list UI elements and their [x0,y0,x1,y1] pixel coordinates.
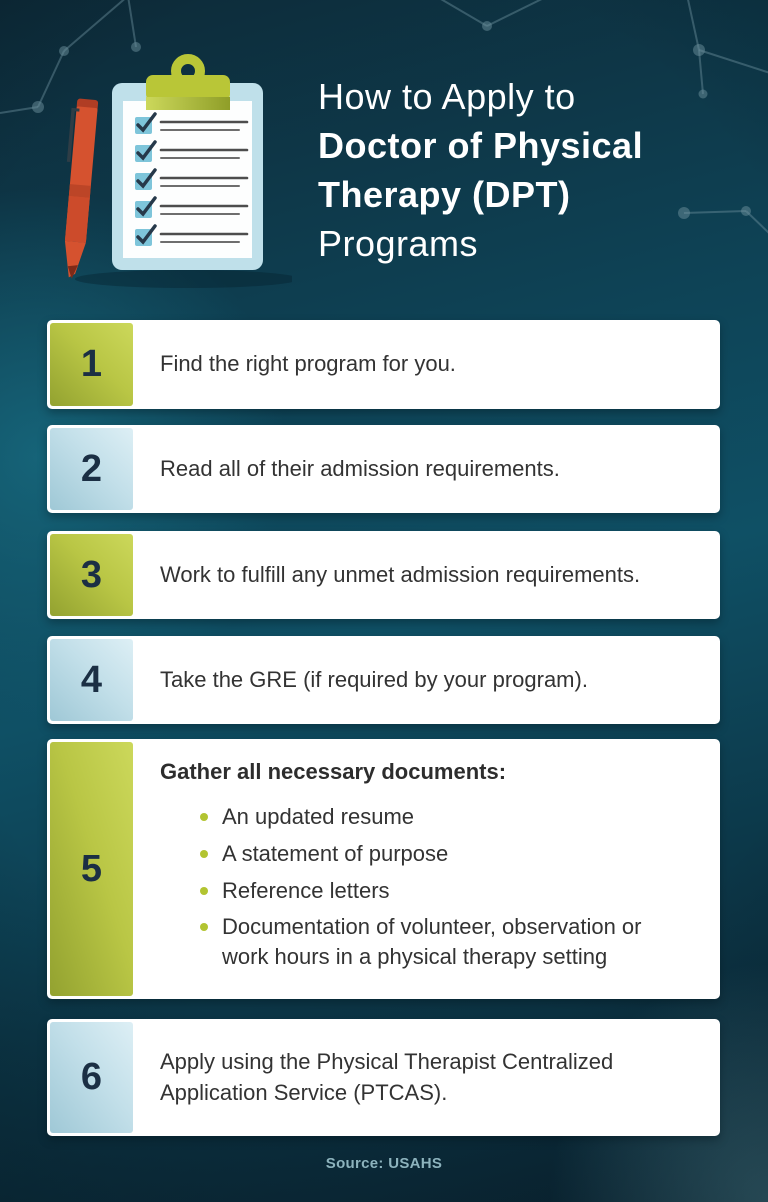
clipboard-clip [146,59,230,110]
clipboard-icon [112,59,263,270]
step-row-1 [47,320,720,409]
step-text: Take the GRE (if required by your program). [160,666,588,692]
step-text: Find the right program for you. [160,351,456,377]
source-attribution: Source: USAHS [325,1155,443,1172]
step-number: 5 [50,742,133,996]
step-row-2 [47,425,720,513]
shadow [75,270,292,288]
step-text: Work to fulfill any unmet admission requirements. [160,561,641,587]
step-number: 4 [50,639,133,721]
step-number: 1 [50,323,133,406]
bullet-item: Reference letters [200,876,645,906]
pen-icon [57,98,99,280]
bullet-item: An updated resume [200,802,645,832]
step-number: 3 [50,534,133,616]
bullet-item: Documentation of volunteer, observation or work hours in a physical therapy setting [200,912,645,972]
bullet-item: A statement of purpose [200,839,645,869]
step-row-5 [47,739,720,999]
title-line-3: Therapy (DPT) [318,174,571,215]
step-row-6 [47,1019,720,1136]
clipboard-illustration [42,45,292,300]
step-text: Apply using the Physical Therapist Centralized Application Service (PTCAS). [160,1048,614,1105]
step-heading: Gather all necessary documents: [160,758,507,784]
page-title [318,72,748,268]
title-line-1: How to Apply to [318,76,576,117]
step-text: Read all of their admission requirements. [160,455,560,481]
step-row-3 [47,531,720,619]
title-line-4: Programs [318,223,479,264]
title-line-2: Doctor of Physical [318,125,644,166]
step-number: 6 [50,1022,133,1133]
step-row-4 [47,636,720,724]
documents-bullet-list [200,795,697,980]
step-number: 2 [50,428,133,510]
